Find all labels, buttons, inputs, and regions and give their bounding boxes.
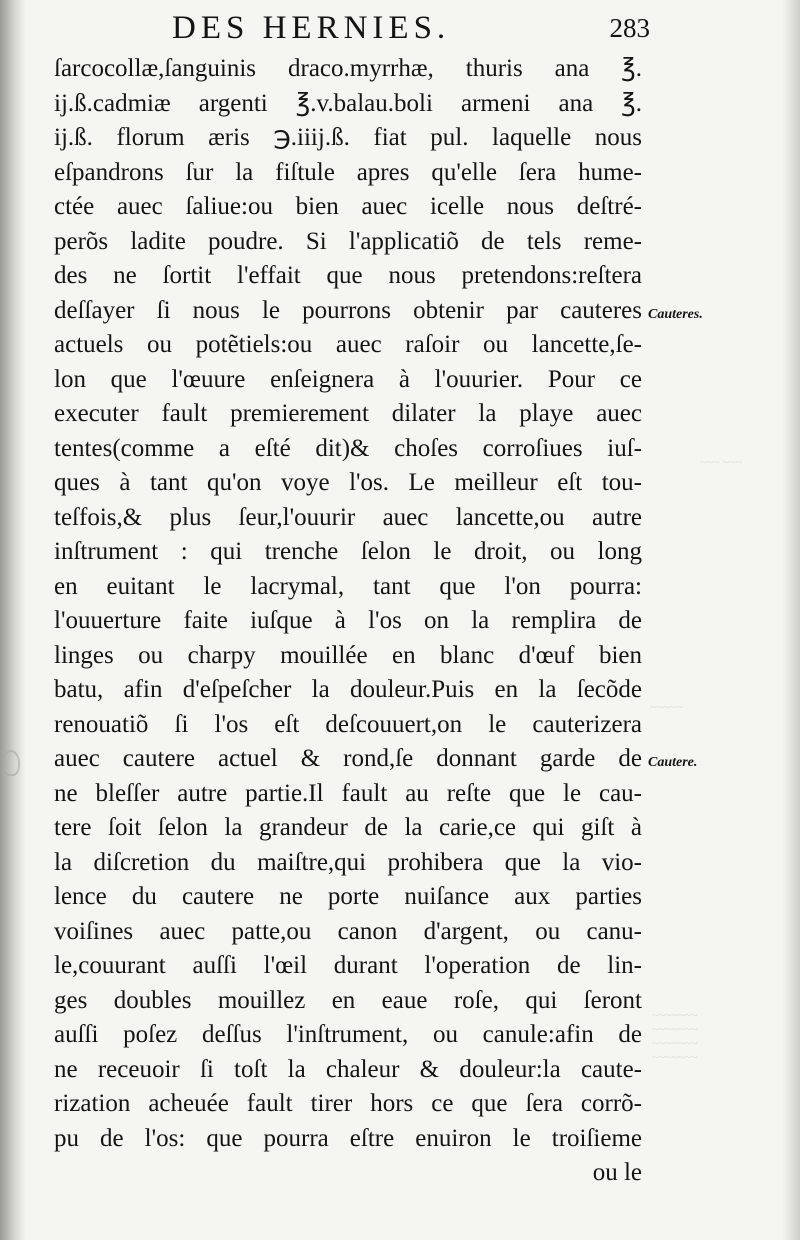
text-line: ſarcocollæ,ſanguinis draco.myrrhæ, thuris ana ℥.: [54, 55, 642, 82]
text-line: auec cautere actuel & rond,ſe donnant garde de: [54, 745, 642, 772]
text-line: ctée auec ſaliue:ou bien auec icelle nous deſtré-: [54, 193, 642, 220]
text-line: perõs ladite poudre. Si l'applicatiõ de tels reme-: [54, 227, 642, 255]
text-line: ij.ß. florum æris ℈.iiij.ß. fiat pul. laquelle nous: [54, 124, 642, 151]
text-line: en euitant le lacrymal, tant que l'on pourra:: [54, 572, 642, 600]
page-header: [150, 8, 650, 48]
text-line: le,couurant auſſi l'œil durant l'operation de lin-: [54, 952, 642, 979]
gutter-mark: [2, 750, 20, 776]
text-line: ij.ß.cadmiæ argenti ℥.v.balau.boli armeni ana ℥.: [54, 89, 642, 117]
text-line: eſpandrons ſur la fiſtule apres qu'elle ſera hume-: [54, 158, 642, 186]
show-through-marks: ~~~~~: [650, 700, 683, 714]
text-line: ges doubles mouillez en eaue roſe, qui ſeront: [54, 986, 642, 1014]
text-line: inſtrument : qui trenche ſelon le droit, ou long: [54, 538, 642, 565]
text-line: pu de l'os: que pourra eſtre enuiron le troiſieme: [54, 1124, 642, 1152]
text-line: deſſayer ſi nous le pourrons obtenir par cauteres: [54, 296, 642, 324]
text-line: executer fault premierement dilater la playe auec: [54, 400, 642, 427]
text-line: rization acheuée fault tirer hors ce que ſera corrõ-: [54, 1090, 642, 1117]
catchword: ou le: [592, 1159, 642, 1186]
text-line: ne receuoir ſi toſt la chaleur & douleur:la caute-: [54, 1055, 642, 1083]
text-line: tentes(comme a eſté dit)& choſes corroſiues iuſ-: [54, 434, 642, 462]
text-line: actuels ou potẽtiels:ou auec raſoir ou lancette,ſe-: [54, 331, 642, 358]
show-through-marks: ~~~~~~~ ~~~~~~~ ~~~~~~~ ~~~~~~~: [652, 1008, 698, 1064]
page-edge-shadow: [782, 0, 800, 1240]
body-text-block: [54, 52, 642, 1156]
text-line: l'ouuerture faite iuſque à l'os on la remplira de: [54, 607, 642, 634]
margin-note-cautere: Cautere.: [648, 755, 698, 770]
text-line: voiſines auec patte,ou canon d'argent, ou canu-: [54, 917, 642, 945]
text-line: linges ou charpy mouillée en blanc d'œuf bien: [54, 641, 642, 669]
page-number: 283: [609, 13, 650, 43]
text-line: ques à tant qu'on voye l'os. Le meilleur eſt tou-: [54, 469, 642, 496]
running-title: DES HERNIES.: [172, 10, 451, 46]
text-line: lon que l'œuure enſeignera à l'ouurier. Pour ce: [54, 365, 642, 393]
text-line: des ne ſortit l'effait que nous pretendons:reſtera: [54, 262, 642, 289]
text-line: lence du cautere ne porte nuiſance aux parties: [54, 883, 642, 910]
gutter-shadow: [0, 0, 26, 1240]
text-line: auſſi poſez deſſus l'inſtrument, ou canule:afin de: [54, 1021, 642, 1048]
margin-note-cauteres: Cauteres.: [648, 307, 703, 322]
text-line: ne bleſſer autre partie.Il fault au reſte que le cau-: [54, 779, 642, 807]
show-through-marks: ~~~ ~~~: [700, 455, 742, 469]
text-line: la diſcretion du maiſtre,qui prohibera que la vio-: [54, 848, 642, 876]
text-line: teſfois,& plus ſeur,l'ouurir auec lancette,ou autre: [54, 503, 642, 531]
text-line: batu, afin d'eſpeſcher la douleur.Puis en la ſecõde: [54, 676, 642, 703]
text-line: tere ſoit ſelon la grandeur de la carie,ce qui giſt à: [54, 814, 642, 841]
text-line: renouatiõ ſi l'os eſt deſcouuert,on le cauterizera: [54, 710, 642, 738]
